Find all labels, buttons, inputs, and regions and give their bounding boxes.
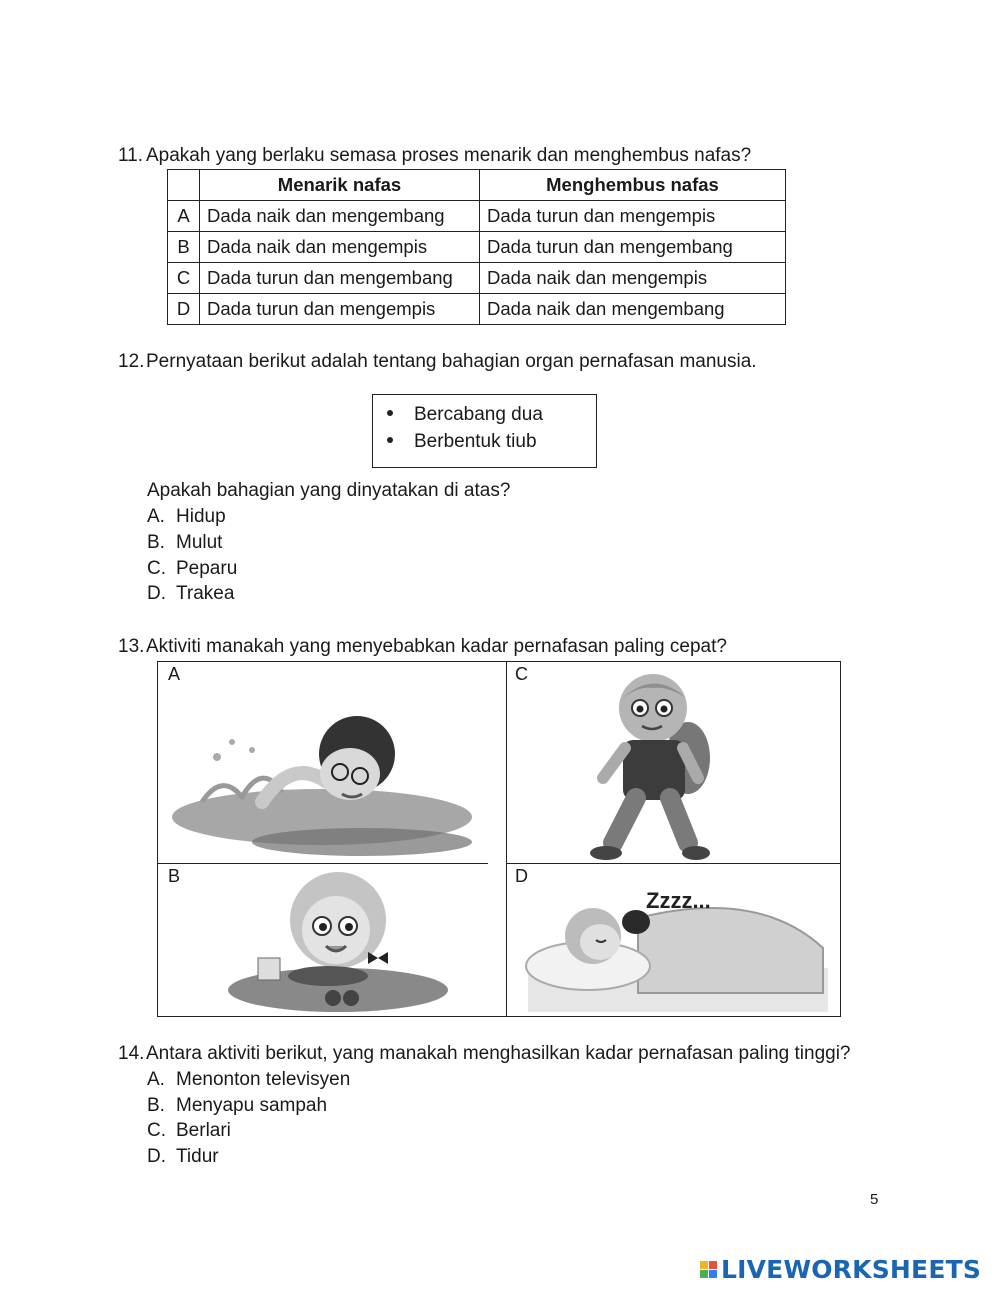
table-cell: Dada naik dan mengembang	[200, 201, 480, 232]
table-header: Menarik nafas	[200, 170, 480, 201]
option-d[interactable]	[147, 583, 234, 605]
bullet-text: Bercabang dua	[414, 404, 543, 425]
logo-block	[709, 1270, 717, 1278]
table-header: Menghembus nafas	[480, 170, 786, 201]
question-number: 11.	[118, 145, 144, 166]
row-key: D	[168, 294, 200, 325]
walking-boy-image[interactable]	[558, 668, 758, 862]
option-text: Menonton televisyen	[176, 1069, 351, 1090]
question-text: Aktiviti manakah yang menyebabkan kadar pernafasan paling cepat?	[146, 636, 727, 657]
cell-label-d: D	[515, 866, 528, 886]
question-number: 14.	[118, 1043, 145, 1064]
question-11	[118, 145, 751, 167]
logo-block	[700, 1270, 708, 1278]
grid-divider	[506, 863, 840, 864]
question-12	[118, 351, 757, 373]
logo-text: LIVEWORKSHEETS	[721, 1254, 982, 1284]
question-text: Pernyataan berikut adalah tentang bahagian organ pernafasan manusia.	[146, 351, 757, 372]
girl-sleeping-image[interactable]	[518, 878, 836, 1014]
option-text: Mulut	[176, 532, 223, 553]
option-d[interactable]	[147, 1146, 219, 1168]
option-letter: A.	[147, 506, 165, 527]
option-text: Trakea	[176, 583, 235, 604]
question-14	[118, 1043, 850, 1065]
cell-label-b: B	[168, 866, 181, 886]
table-cell: Dada turun dan mengempis	[200, 294, 480, 325]
option-text: Menyapu sampah	[176, 1095, 328, 1116]
table-row	[168, 232, 786, 263]
cell-label-c: C	[515, 664, 528, 684]
question-13	[118, 636, 727, 658]
option-letter: C.	[147, 558, 166, 579]
question-text: Antara aktiviti berikut, yang manakah menghasilkan kadar pernafasan paling tinggi?	[146, 1043, 851, 1064]
girl-cooking-image[interactable]	[218, 870, 458, 1015]
grid-divider	[158, 863, 488, 864]
logo-block	[700, 1261, 708, 1269]
option-letter: B.	[147, 532, 165, 553]
bullet-icon	[387, 437, 393, 443]
option-text: Hidup	[176, 506, 226, 527]
option-text: Peparu	[176, 558, 238, 579]
option-a[interactable]	[147, 1069, 350, 1091]
option-b[interactable]	[147, 1095, 327, 1117]
option-text: Berlari	[176, 1120, 231, 1141]
option-c[interactable]	[147, 558, 237, 580]
option-b[interactable]	[147, 532, 222, 554]
bullet-item	[387, 404, 543, 426]
activity-image-grid	[157, 661, 841, 1017]
sleep-zzz-text: Zzzz...	[646, 888, 711, 913]
bullet-icon	[387, 410, 393, 416]
statement-box	[372, 394, 597, 468]
row-key: A	[168, 201, 200, 232]
logo-block	[709, 1261, 717, 1269]
sub-question: Apakah bahagian yang dinyatakan di atas?	[147, 480, 511, 501]
question-text: Apakah yang berlaku semasa proses menarik dan menghembus nafas?	[146, 145, 752, 166]
row-key: B	[168, 232, 200, 263]
page-number: 5	[870, 1191, 879, 1208]
option-letter: D.	[147, 583, 166, 604]
option-a[interactable]	[147, 506, 226, 528]
table-row	[168, 263, 786, 294]
question-number: 13.	[118, 636, 145, 657]
grid-divider	[506, 662, 507, 1016]
option-letter: C.	[147, 1120, 166, 1141]
option-c[interactable]	[147, 1120, 231, 1142]
question-number: 12.	[118, 351, 145, 372]
option-letter: B.	[147, 1095, 165, 1116]
table-cell: Dada turun dan mengembang	[200, 263, 480, 294]
bullet-item	[387, 431, 537, 453]
table-row	[168, 294, 786, 325]
table-cell: Dada turun dan mengempis	[480, 201, 786, 232]
bullet-text: Berbentuk tiub	[414, 431, 537, 452]
table-cell: Dada naik dan mengembang	[480, 294, 786, 325]
table-cell: Dada naik dan mengempis	[480, 263, 786, 294]
cell-label-a: A	[168, 664, 181, 684]
swimming-boy-image[interactable]	[162, 702, 492, 862]
table-header-row	[168, 170, 786, 201]
table-row	[168, 201, 786, 232]
option-text: Tidur	[176, 1146, 219, 1167]
row-key: C	[168, 263, 200, 294]
logo-blocks-icon	[700, 1261, 717, 1278]
table-cell: Dada turun dan mengembang	[480, 232, 786, 263]
table-header-blank	[168, 170, 200, 201]
liveworksheets-logo[interactable]	[700, 1255, 981, 1283]
option-letter: A.	[147, 1069, 165, 1090]
breathing-table	[167, 169, 786, 325]
table-cell: Dada naik dan mengempis	[200, 232, 480, 263]
option-letter: D.	[147, 1146, 166, 1167]
